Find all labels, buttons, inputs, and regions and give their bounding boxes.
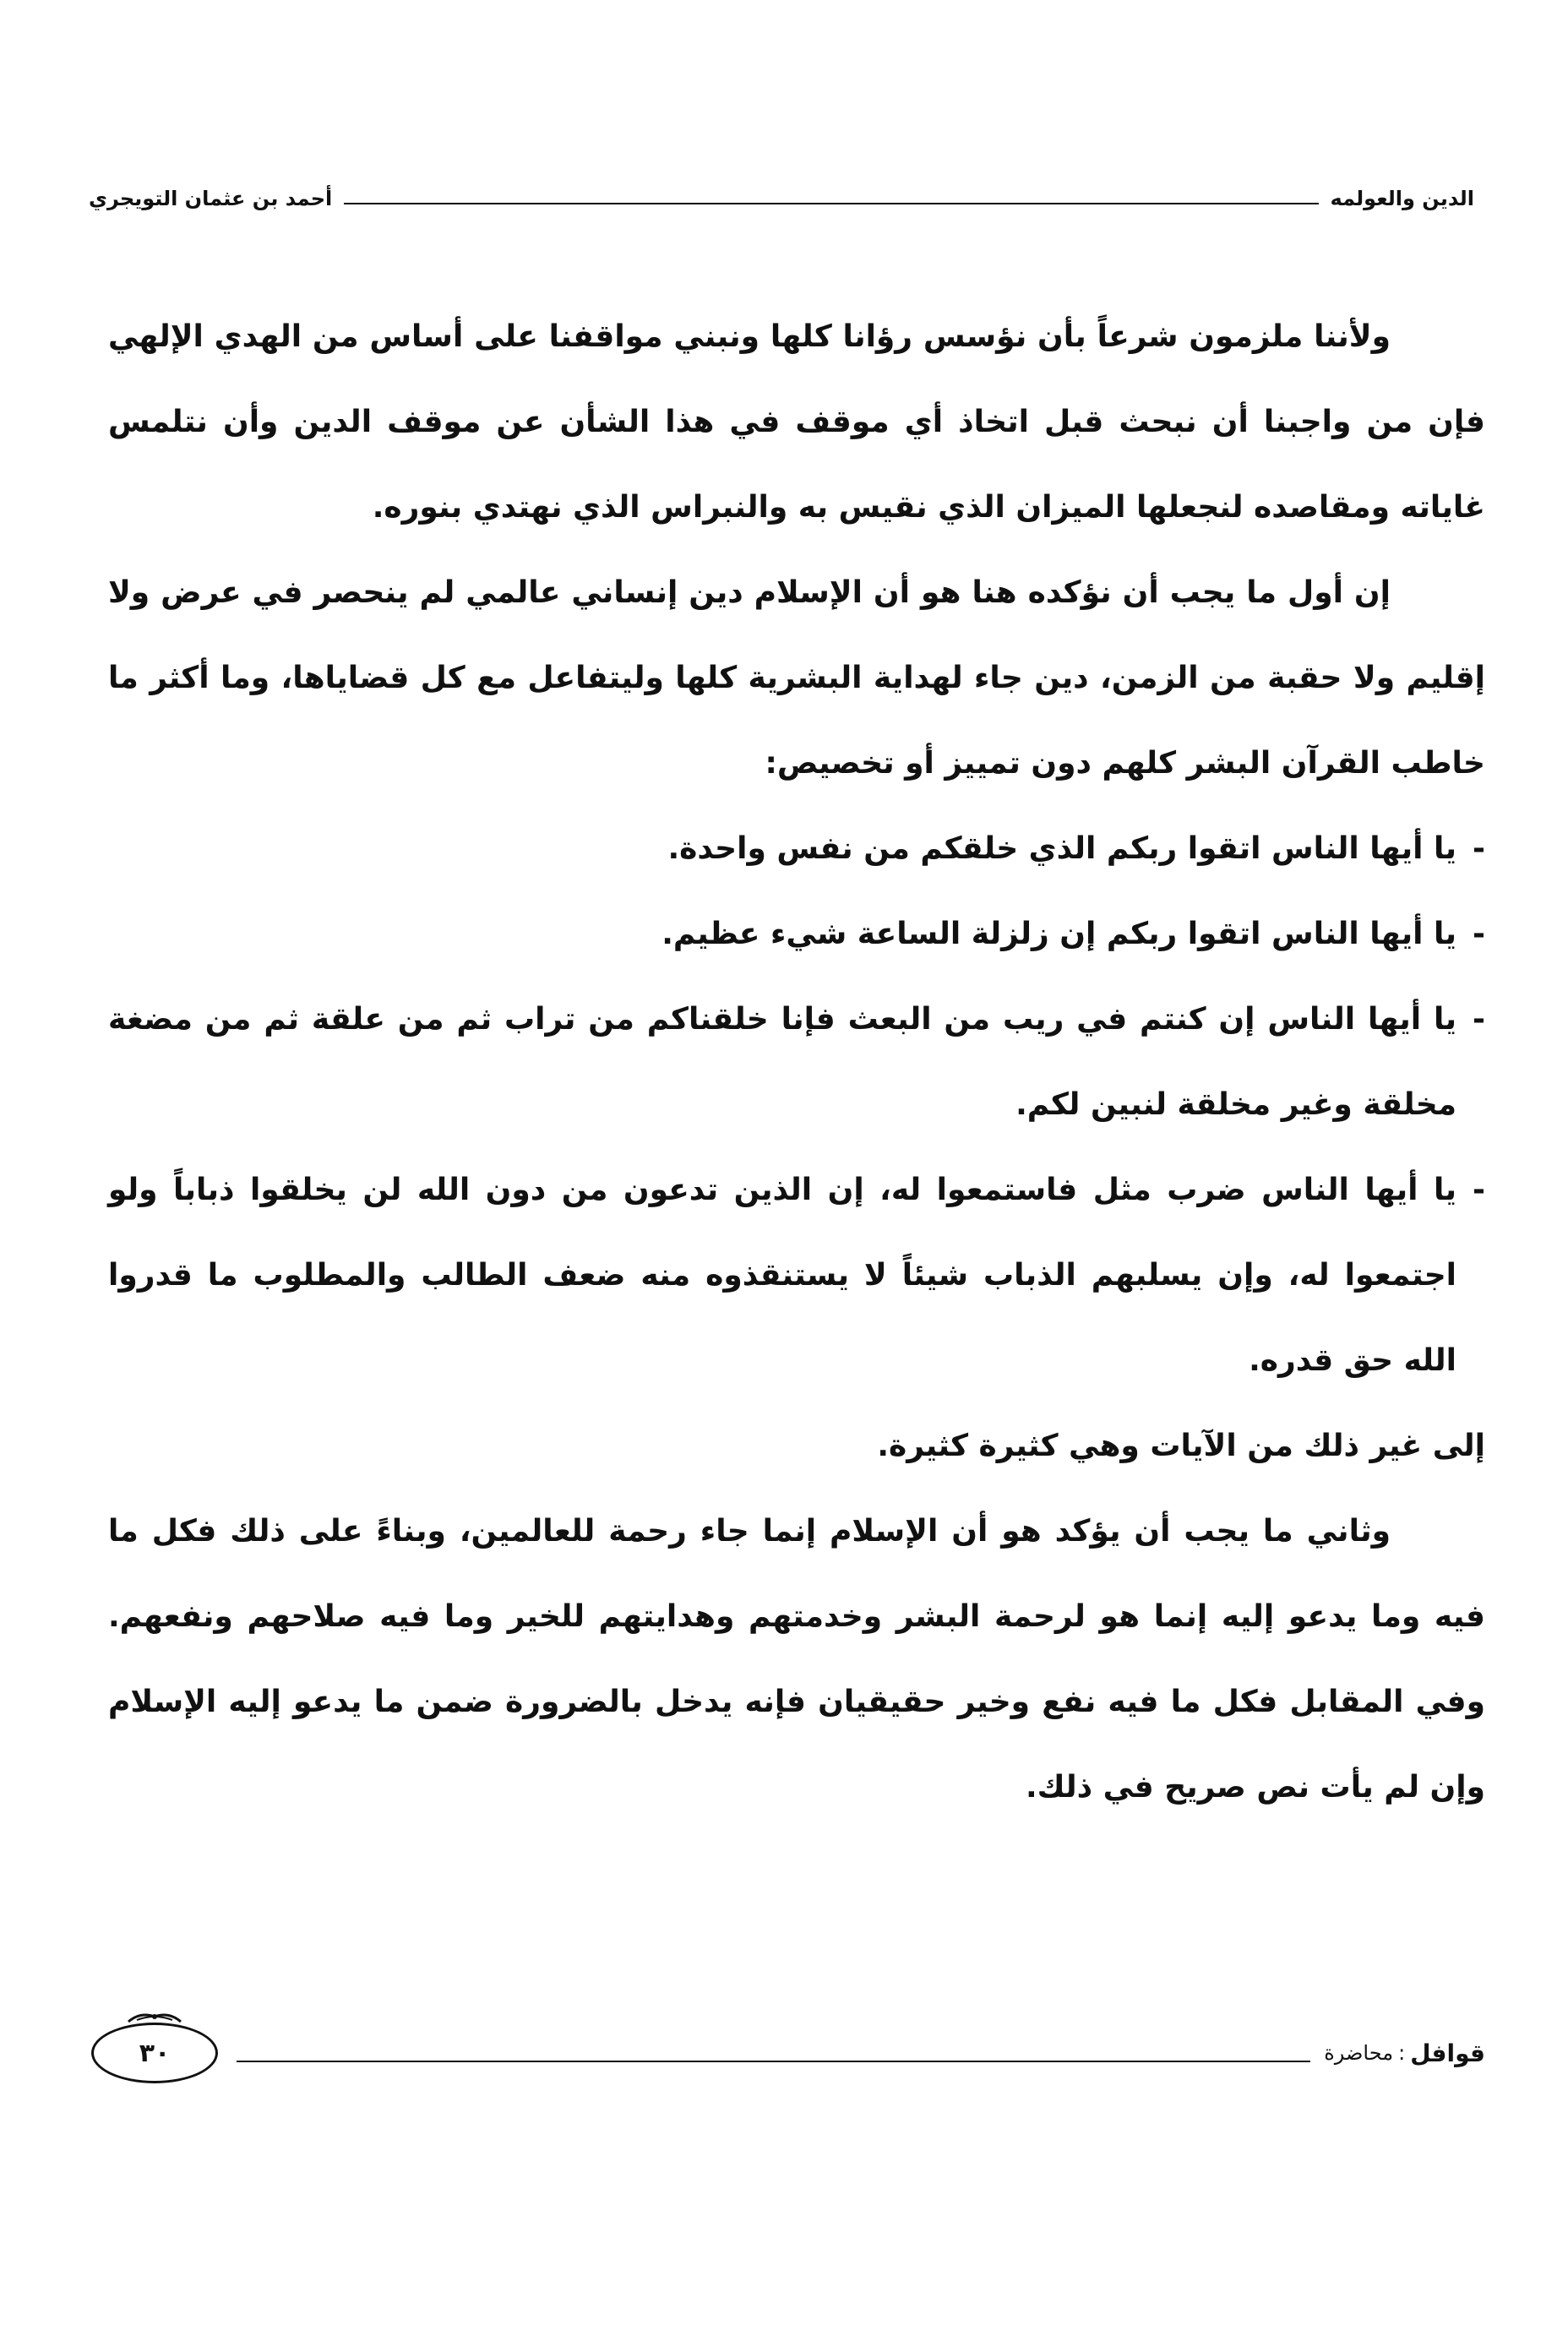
paragraph-1: ولأننا ملزمون شرعاً بأن نؤسس رؤانا كلها ونبني مواقفنا على أساس من الهدي الإلهي فإن من واجبنا أن نبحث قبل اتخاذ أي موقف في هذا الشأن عن موقف الدين وأن نتلمس غاياته ومقاصده لنجعلها الميزان الذي نقيس به والنبراس الذي نهتدي بنوره. xyxy=(108,319,1485,525)
footer-rule xyxy=(237,2061,1310,2062)
verse-list xyxy=(108,806,1485,1403)
author-name: أحمد بن عثمان التويجري xyxy=(89,187,333,210)
series-name: قوافل xyxy=(1410,2039,1485,2067)
verse-text: يا أيها الناس اتقوا ربكم الذي خلقكم من نفس واحدة. xyxy=(667,831,1456,866)
verse-text: يا أيها الناس ضرب مثل فاستمعوا له، إن الذين تدعون من دون الله لن يخلقوا ذباباً ولو اجتمعوا له، وإن يسلبهم الذباب شيئاً لا يستنقذوه منه ضعف الطالب والمطلوب ما قدروا الله حق قدره. xyxy=(108,1173,1456,1378)
paragraph-3: إلى غير ذلك من الآيات وهي كثيرة كثيرة. xyxy=(877,1429,1485,1463)
document-type: محاضرة xyxy=(1324,2041,1394,2065)
ornament-icon xyxy=(125,2010,184,2027)
verse-text: يا أيها الناس اتقوا ربكم إن زلزلة الساعة شيء عظيم. xyxy=(662,917,1456,951)
book-title: الدين والعولمه xyxy=(1330,187,1474,210)
verse-item xyxy=(108,977,1485,1147)
page-number-badge xyxy=(91,2023,218,2083)
verse-text: يا أيها الناس إن كنتم في ريب من البعث فإنا خلقناكم من تراب ثم من علقة ثم من مضغة مخلقة وغير مخلقة لنبين لكم. xyxy=(108,1002,1456,1122)
verse-item xyxy=(108,806,1485,891)
page-footer xyxy=(91,2011,1485,2095)
bullet-dash: - xyxy=(1473,1173,1485,1207)
body-text xyxy=(108,294,1485,1830)
bullet-dash: - xyxy=(1473,1002,1485,1037)
header-rule xyxy=(344,203,1318,204)
page-number: ٣٠ xyxy=(139,2038,171,2068)
verse-item xyxy=(108,891,1485,977)
bullet-dash: - xyxy=(1473,917,1485,951)
bullet-dash: - xyxy=(1473,831,1485,866)
running-header xyxy=(89,173,1474,224)
verse-item xyxy=(108,1147,1485,1403)
footer-separator: : xyxy=(1398,2041,1406,2065)
paragraph-4: وثاني ما يجب أن يؤكد هو أن الإسلام إنما جاء رحمة للعالمين، وبناءً على ذلك فكل ما فيه وما يدعو إليه إنما هو لرحمة البشر وخدمتهم وهدايتهم للخير وما فيه صلاحهم ونفعهم. وفي المقابل فكل ما فيه نفع وخير حقيقيان فإنه يدخل بالضرورة ضمن ما يدعو إليه الإسلام وإن لم يأت نص صريح في ذلك. xyxy=(108,1514,1485,1805)
paragraph-2: إن أول ما يجب أن نؤكده هنا هو أن الإسلام دين إنساني عالمي لم ينحصر في عرض ولا إقليم ولا حقبة من الزمن، دين جاء لهداية البشرية كلها وليتفاعل مع كل قضاياها، وما أكثر ما خاطب القرآن البشر كلهم دون تمييز أو تخصيص: xyxy=(108,575,1485,781)
